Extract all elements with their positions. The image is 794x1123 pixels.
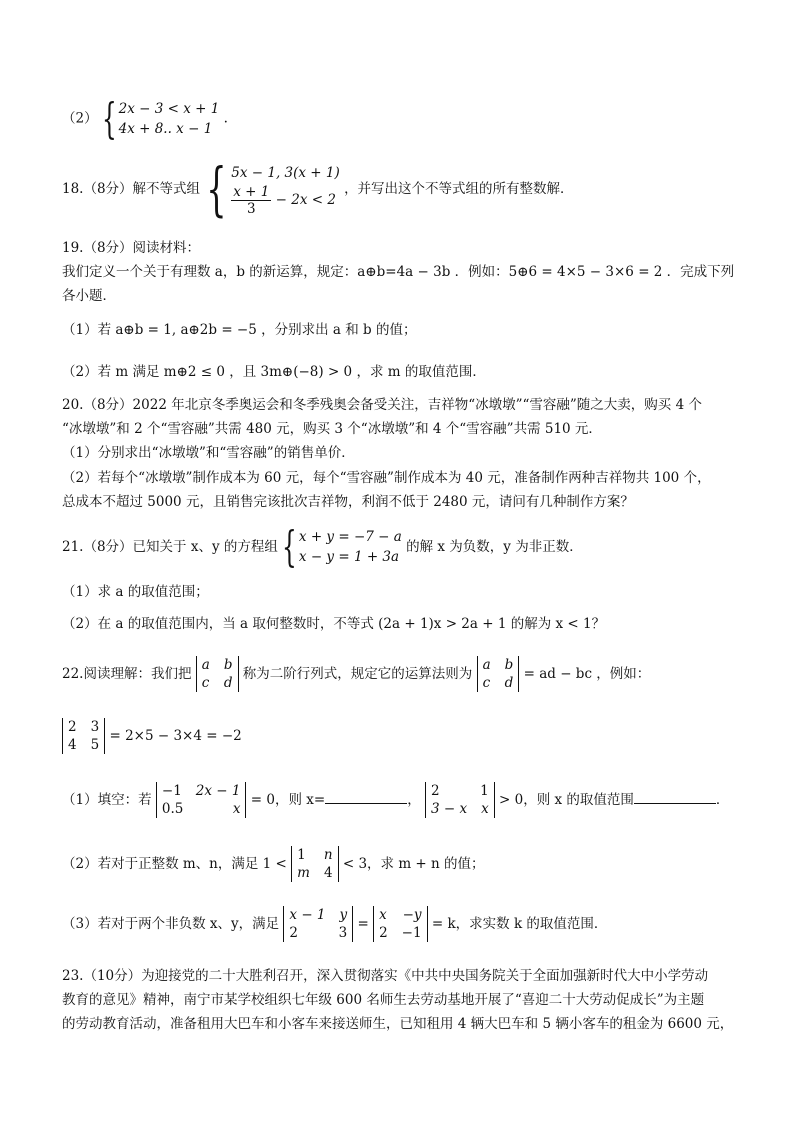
q23-line-3: 的劳动教育活动，准备租用大巴车和小客车来接送师生，已知租用 4 辆大巴车和 5 辆小客车的租金为 6600 元，	[62, 1016, 734, 1032]
determinant: a b c d	[477, 656, 520, 692]
q20-part1: （1）分别求出“冰墩墩”和“雪容融”的销售单价．	[62, 445, 355, 461]
q22-example: 2 3 4 5 = 2×5 − 3×4 = −2	[62, 718, 242, 754]
determinant: x − 1 y 2 3	[283, 906, 353, 942]
determinant: 2 1 3 − x x	[425, 782, 495, 818]
q21-part1: （1）求 a 的取值范围；	[62, 584, 209, 600]
q19-intro-2: 各小题．	[62, 288, 116, 304]
q20-line-1: 20.（8分）2022 年北京冬季奥运会和冬季残奥会备受关注，吉祥物“冰墩墩”“雪容融”随之大卖，购买 4 个	[62, 397, 702, 413]
q23-line-1: 23.（10分）为迎接党的二十大胜利召开，深入贯彻落实《中共中央国务院关于全面加强新时代大中小学劳动	[62, 968, 709, 984]
determinant: 1 n m 4	[291, 846, 338, 882]
determinant: −1 2x − 1 0.5 x	[156, 782, 247, 818]
q22-part2: （2）若对于正整数 m、n，满足 1 < 1 n m 4 < 3，求 m + n 的值；	[62, 847, 485, 881]
q19-title: 19.（8分）阅读材料：	[62, 240, 201, 256]
q18: 18.（8分）解不等式组 { 5x − 1, 3(x + 1) $\frac{x + 1}{3}$ − 2x < 2 ，并写出这个不等式组的所有整数解．	[62, 155, 574, 223]
q17-part2: （2） { 2x − 3 < x + 1 4x + 8.. x − 1 .	[62, 94, 228, 143]
fraction: $\frac{x + 1}{3}$	[233, 183, 270, 217]
answer-blank[interactable]	[634, 789, 716, 804]
determinant: a b c d	[196, 656, 239, 692]
left-brace-icon: {	[206, 155, 227, 223]
q19-part1: （1）若 a⊕b = 1, a⊕2b = −5 ，分别求出 a 和 b 的值；	[62, 322, 417, 338]
determinant: x −y 2 −1	[373, 906, 428, 942]
q22-intro: 22.阅读理解：我们把 a b c d 称为二阶行列式，规定它的运算法则为 a b c d = ad − bc ，例如：	[62, 657, 651, 691]
q22-part3: （3）若对于两个非负数 x、y，满足 x − 1 y 2 3 = x −y 2 −1 = k，求实数 k 的取值范围．	[62, 907, 608, 941]
q20-part2-line-2: 总成本不超过 5000 元，且销售完该批次吉祥物，利润不低于 2480 元，请问有几种制作方案？	[62, 494, 634, 510]
left-brace-icon: {	[101, 94, 117, 143]
q20-line-2: “冰墩墩”和 2 个“雪容融”共需 480 元，购买 3 个“冰墩墩”和 4 个“雪容融”共需 510 元．	[62, 421, 602, 437]
q19-part2: （2）若 m 满足 m⊕2 ≤ 0 ，且 3m⊕(−8) > 0 ，求 m 的取值范围．	[62, 364, 486, 380]
q21-part2: （2）在 a 的取值范围内，当 a 取何整数时，不等式 (2a + 1)x > 2a + 1 的解为 x < 1？	[62, 616, 606, 632]
q21: 21.（8分）已知关于 x、y 的方程组 { x + y = −7 − a x − y = 1 + 3a 的解 x 为负数，y 为非正数．	[62, 522, 583, 571]
determinant: 2 3 4 5	[62, 718, 105, 754]
equation-system: { x + y = −7 − a x − y = 1 + 3a	[282, 522, 402, 571]
q22-part1: （1）填空：若 −1 2x − 1 0.5 x = 0，则 x= ， 2 1 3 − x x > 0，则 x 的取值范围 ．	[62, 783, 730, 817]
inequality-system: { 2x − 3 < x + 1 4x + 8.. x − 1	[101, 94, 220, 143]
q19-intro-1: 我们定义一个关于有理数 a，b 的新运算，规定：a⊕b=4a − 3b ．例如：5⊕6 = 4×5 − 3×6 = 2 ．完成下列	[62, 264, 735, 280]
inequality-system: { 5x − 1, 3(x + 1) $\frac{x + 1}{3}$ − 2x < 2	[206, 155, 340, 223]
left-brace-icon: {	[282, 522, 297, 571]
q23-line-2: 教育的意见》精神，南宁市某学校组织七年级 600 名师生去劳动基地开展了“喜迎二十大劳动促成长”为主题	[62, 992, 705, 1008]
answer-blank[interactable]	[325, 789, 407, 804]
q20-part2-line-1: （2）若每个“冰墩墩”制作成本为 60 元，每个“雪容融”制作成本为 40 元，准备制作两种吉祥物共 100 个，	[62, 470, 711, 486]
